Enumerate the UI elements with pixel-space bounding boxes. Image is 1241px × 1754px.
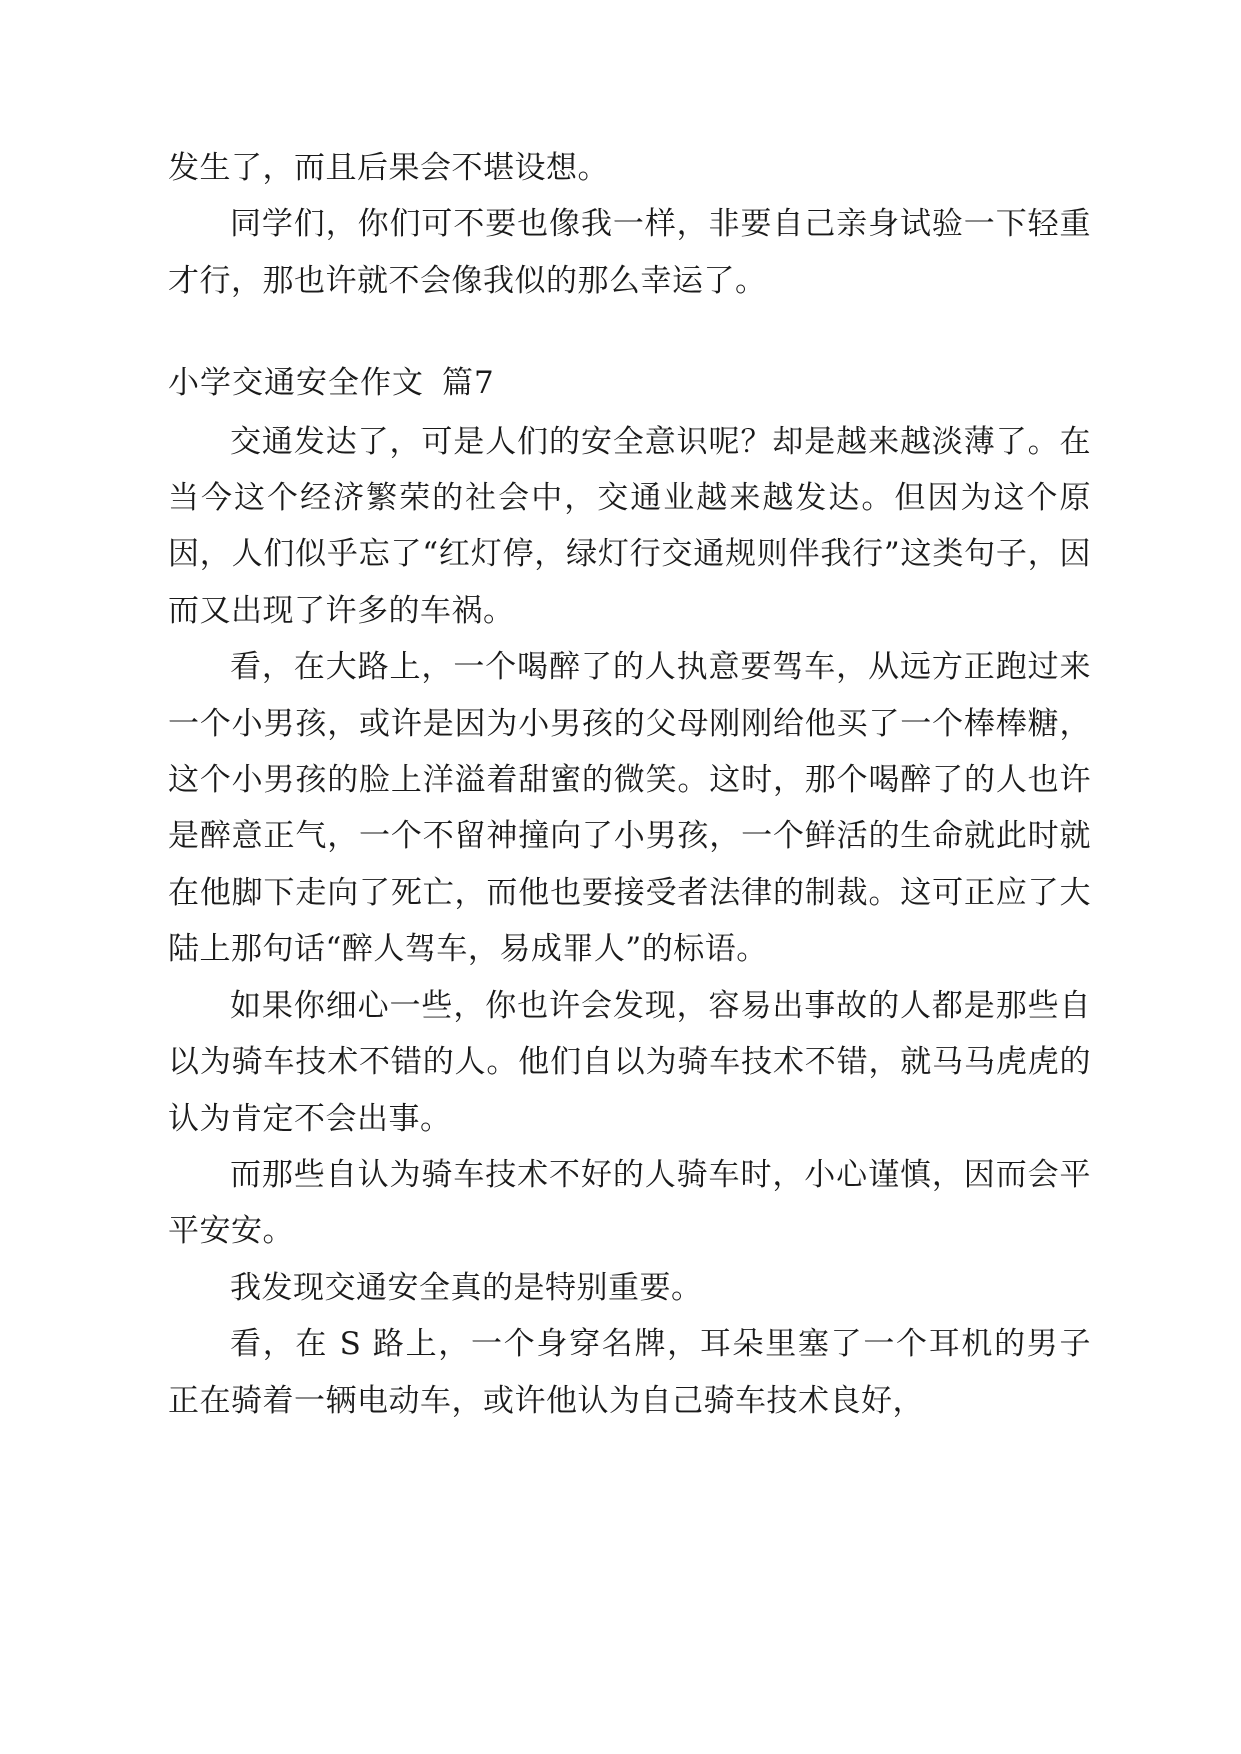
section-heading — [168, 355, 1091, 411]
document-body — [168, 140, 1091, 1429]
paragraph: 看，在大路上，一个喝醉了的人执意要驾车，从远方正跑过来一个小男孩，或许是因为小男孩的父母刚刚给他买了一个棒棒糖，这个小男孩的脸上洋溢着甜蜜的微笑。这时，那个喝醉了的人也许是醉意正气，一个不留神撞向了小男孩，一个鲜活的生命就此时就在他脚下走向了死亡，而他也要接受者法律的制裁。这可正应了大陆上那句话“醉人驾车，易成罪人”的标语。 — [168, 649, 1091, 968]
paragraph: 交通发达了，可是人们的安全意识呢？却是越来越淡薄了。在当今这个经济繁荣的社会中，交通业越来越发达。但因为这个原因，人们似乎忘了“红灯停，绿灯行交通规则伴我行”这类句子，因而又出现了许多的车祸。 — [168, 423, 1091, 629]
paragraph: 而那些自认为骑车技术不好的人骑车时，小心谨慎，因而会平平安安。 — [168, 1156, 1091, 1250]
paragraph: 我发现交通安全真的是特别重要。 — [230, 1269, 703, 1306]
section-heading-number: 篇7 — [442, 365, 495, 402]
paragraph: 看，在 S 路上，一个身穿名牌，耳朵里塞了一个耳机的男子正在骑着一辆电动车，或许他认为自己骑车技术良好， — [168, 1326, 1091, 1419]
paragraph: 如果你细心一些，你也许会发现，容易出事故的人都是那些自以为骑车技术不错的人。他们自以为骑车技术不错，就马马虎虎的认为肯定不会出事。 — [168, 987, 1091, 1137]
section-heading-title: 小学交通安全作文 — [168, 365, 424, 402]
paragraph: 发生了，而且后果会不堪设想。 — [168, 150, 609, 186]
paragraph: 同学们，你们可不要也像我一样，非要自己亲身试验一下轻重才行，那也许就不会像我似的那么幸运了。 — [168, 206, 1091, 299]
